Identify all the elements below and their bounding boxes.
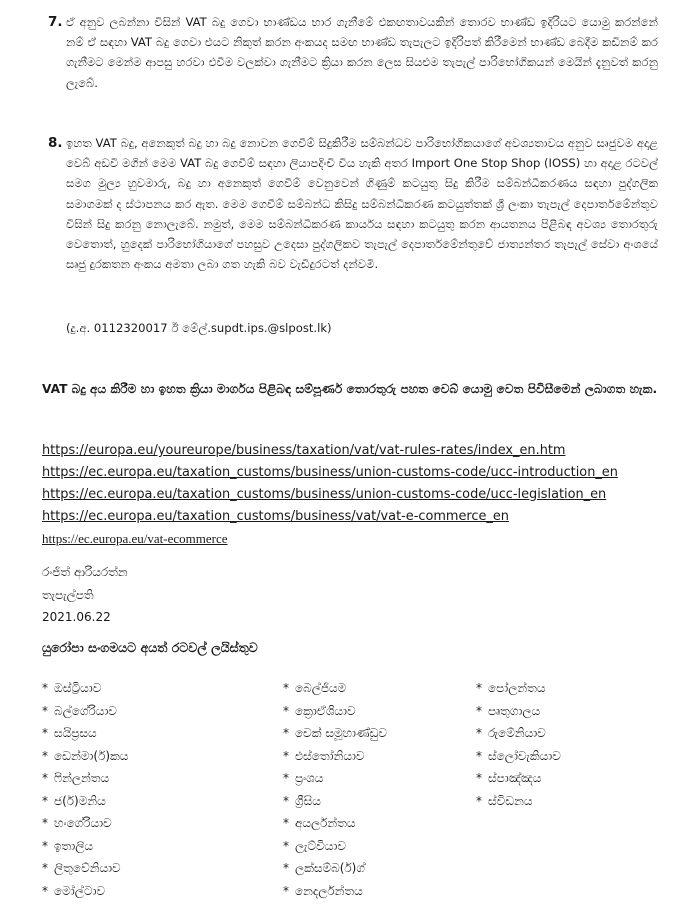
country-name: ක්‍රොඒශියාව <box>295 703 356 718</box>
contact-info: (දු.අ. 0112320017 ඊ මේල්.supdt.ips.@slpost.lk) <box>66 321 332 335</box>
country-item <box>283 745 387 768</box>
country-item <box>476 700 561 723</box>
country-name: නෙදර්ලන්තය <box>295 883 363 898</box>
country-name: අයර්ලන්තය <box>295 816 356 830</box>
country-item <box>42 700 128 723</box>
bullet-star: * <box>42 726 48 740</box>
country-name: සයිප්‍රසය <box>54 726 97 740</box>
bullet-star: * <box>283 726 289 740</box>
country-name: එස්තෝනියාව <box>295 748 365 763</box>
country-name: බල්ගේරියාව <box>54 703 117 718</box>
country-item <box>283 722 387 745</box>
country-name: පෝලන්තය <box>488 681 546 695</box>
bullet-star: * <box>283 748 289 763</box>
country-item <box>42 790 128 813</box>
bullet-star: * <box>283 883 289 898</box>
country-item <box>283 857 387 880</box>
country-name: ඉතාලිය <box>54 838 93 853</box>
country-item <box>283 880 387 903</box>
country-item <box>42 880 128 903</box>
bullet-star: * <box>476 726 482 740</box>
country-name: ෆින්ලන්තය <box>54 771 110 785</box>
signature-date: 2021.06.22 <box>42 610 111 624</box>
country-column-3 <box>476 677 561 812</box>
country-name: ලැට්වියාව <box>295 838 346 853</box>
link-vat-ecommerce[interactable]: https://ec.europa.eu/taxation_customs/business/vat/vat-e-commerce_en <box>42 509 509 524</box>
bullet-star: * <box>42 703 48 718</box>
country-item <box>476 790 561 813</box>
country-item <box>283 835 387 858</box>
bullet-star: * <box>42 816 48 830</box>
country-item <box>283 700 387 723</box>
item-text-8: ඉහත VAT බදු, අනෙකුත් බදු හා බදු නොවන ගෙවීම් සිදුකිරීම සම්බන්ධව පාරිභෝගිකයාගේ අවශ්‍යතාවය අනුව සෘජුවම අදාළ වෙබ් අඩවි මගින් මෙම VAT බදු ගෙවීම් සඳහා ලියාපදිංචි විය හැකි අතර Import One Stop Shop (IOSS) හා අදාළ රටවල් සමග මුල්‍ය හුවමාරු, බදු හා අනෙකුත් ගෙවීම් වෙනුවෙන් ගිණුම් කටයුතු සිදු කිරීම සම්බන්ධීකරණය සඳහා පුද්ගලික සමාගමක් ද ස්ථාපනය කර ඇත. මෙම ගෙවීම් සම්බන්ධ කිසිදු සම්බන්ධීකරණ කටයුත්තක් ශ්‍රී ලංකා තැපැල් දෙපාර්තමේන්තුව විසින් සිදු කරනු නොලැබේ. නමුත්, මෙම සම්බන්ධීකරණ කාර්යය සඳහා කටයුතු කරන ආයතනය පිළිබඳ අවශ්‍ය තොරතුරු වෙතොත්, හුදෙක් පාරිභෝගියාගේ පහසුව උදෙසා පුද්ගලිකව තැපැල් දෙපාර්තමේන්තුවේ ජාත්‍යන්තර තැපැල් සේවා අංශයේ සෘජු දුරකතන අංකය අමතා ලබා ගත හැකි බව වැඩිදුරටත් දන්වමි. <box>66 136 658 272</box>
country-column-1 <box>42 677 128 902</box>
bullet-star: * <box>283 861 289 875</box>
country-name: ස්ලෝවැකියාව <box>488 748 561 763</box>
bullet-star: * <box>42 748 48 763</box>
country-item <box>42 767 128 790</box>
link-vat-rules[interactable]: https://europa.eu/youreurope/business/taxation/vat/vat-rules-rates/index_en.htm <box>42 443 566 458</box>
bullet-star: * <box>476 793 482 808</box>
bullet-star: * <box>283 838 289 853</box>
link-vat-ecommerce-short[interactable]: https://ec.europa.eu/vat-ecommerce <box>42 531 228 546</box>
country-name: ස්පාඤ්ඤය <box>488 771 542 785</box>
country-item <box>42 812 128 835</box>
country-name: රුමේනියාව <box>488 726 546 740</box>
country-name: ග්‍රීසිය <box>295 793 321 808</box>
signature-title: තැපැල්පති <box>42 588 94 602</box>
country-item <box>283 812 387 835</box>
country-item <box>42 835 128 858</box>
country-item <box>42 745 128 768</box>
country-name: ප්‍රංශය <box>295 771 324 785</box>
item-text-7: ඒ අනුව ලබන්නා විසින් VAT බදු ගෙවා භාණ්ඩය භාර ගැනීමේ එකඟතාවයකින් තොරව භාණ්ඩ ඉදිරියට යොමු කරන්නේ නම් ඒ සඳහා VAT බදු ගෙවා එයට නිකුත් කරන අංකයද සමඟ භාණ්ඩ තැපැලට ඉදිරිපත් කිරීමෙන් භාණ්ඩ බෙදීම කඩිනම් කර ගැනීමට මෙන්ම ආපසු හරවා එවීම වලක්වා ගැනීමට ක්‍රියා කරන ලෙස සියළුම තැපැල් පාරිභෝගිකයන් මෙයින් දැනුවත් කරනු ලැබේ. <box>66 15 658 90</box>
bullet-star: * <box>476 748 482 763</box>
country-name: ලක්සම්බ(ර්)ග් <box>295 861 365 875</box>
bullet-star: * <box>476 681 482 695</box>
country-item <box>476 722 561 745</box>
country-item <box>476 745 561 768</box>
info-heading: VAT බදු අය කිරීම හා ඉහත ක්‍රියා මාර්ගය පිළිබඳ සම්පූර්ණ තොරතුරු පහත වෙබ් යොමු වෙත පිවිසීමෙන් ලබාගත හැක. <box>42 382 658 396</box>
bullet-star: * <box>476 703 482 718</box>
bullet-star: * <box>283 793 289 808</box>
country-name: මෝල්ටාව <box>54 883 106 898</box>
country-name: ලිතුවේනියාව <box>54 861 121 875</box>
country-item <box>476 767 561 790</box>
bullet-star: * <box>42 793 48 808</box>
bullet-star: * <box>42 883 48 898</box>
country-name: බෙල්ජියම <box>295 681 347 695</box>
country-item <box>42 857 128 880</box>
bullet-star: * <box>42 771 48 785</box>
item-number-7: 7. <box>48 14 63 30</box>
country-item <box>42 722 128 745</box>
country-item <box>42 677 128 700</box>
country-item <box>283 767 387 790</box>
bullet-star: * <box>283 771 289 785</box>
country-name: හංගේරියාව <box>54 816 112 830</box>
item-number-8: 8. <box>48 135 63 151</box>
signature-name: රංජිත් ආරියරත්න <box>42 565 128 579</box>
bullet-star: * <box>42 681 48 695</box>
bullet-star: * <box>476 771 482 785</box>
country-name: පෘතුගාලය <box>488 703 541 718</box>
bullet-star: * <box>42 838 48 853</box>
country-item <box>283 677 387 700</box>
link-ucc-legislation[interactable]: https://ec.europa.eu/taxation_customs/business/union-customs-code/ucc-legislation_en <box>42 487 607 502</box>
country-column-2 <box>283 677 387 902</box>
country-name: ස්විඩනය <box>488 793 533 808</box>
bullet-star: * <box>42 861 48 875</box>
country-list-title: යුරෝපා සංගමයට අයත් රටවල් ලයිස්තුව <box>42 640 258 655</box>
bullet-star: * <box>283 816 289 830</box>
country-name: චෙක් සමූහාණ්ඩුව <box>295 726 388 740</box>
country-name: ජ(ර්)මනිය <box>54 793 106 808</box>
country-item <box>283 790 387 813</box>
country-item <box>476 677 561 700</box>
bullet-star: * <box>283 703 289 718</box>
country-name: ඩෙන්මා(ර්)කය <box>54 748 129 763</box>
bullet-star: * <box>283 681 289 695</box>
country-name: ඔස්ට්‍රියාව <box>54 681 102 695</box>
link-ucc-introduction[interactable]: https://ec.europa.eu/taxation_customs/business/union-customs-code/ucc-introduction_en <box>42 465 618 480</box>
